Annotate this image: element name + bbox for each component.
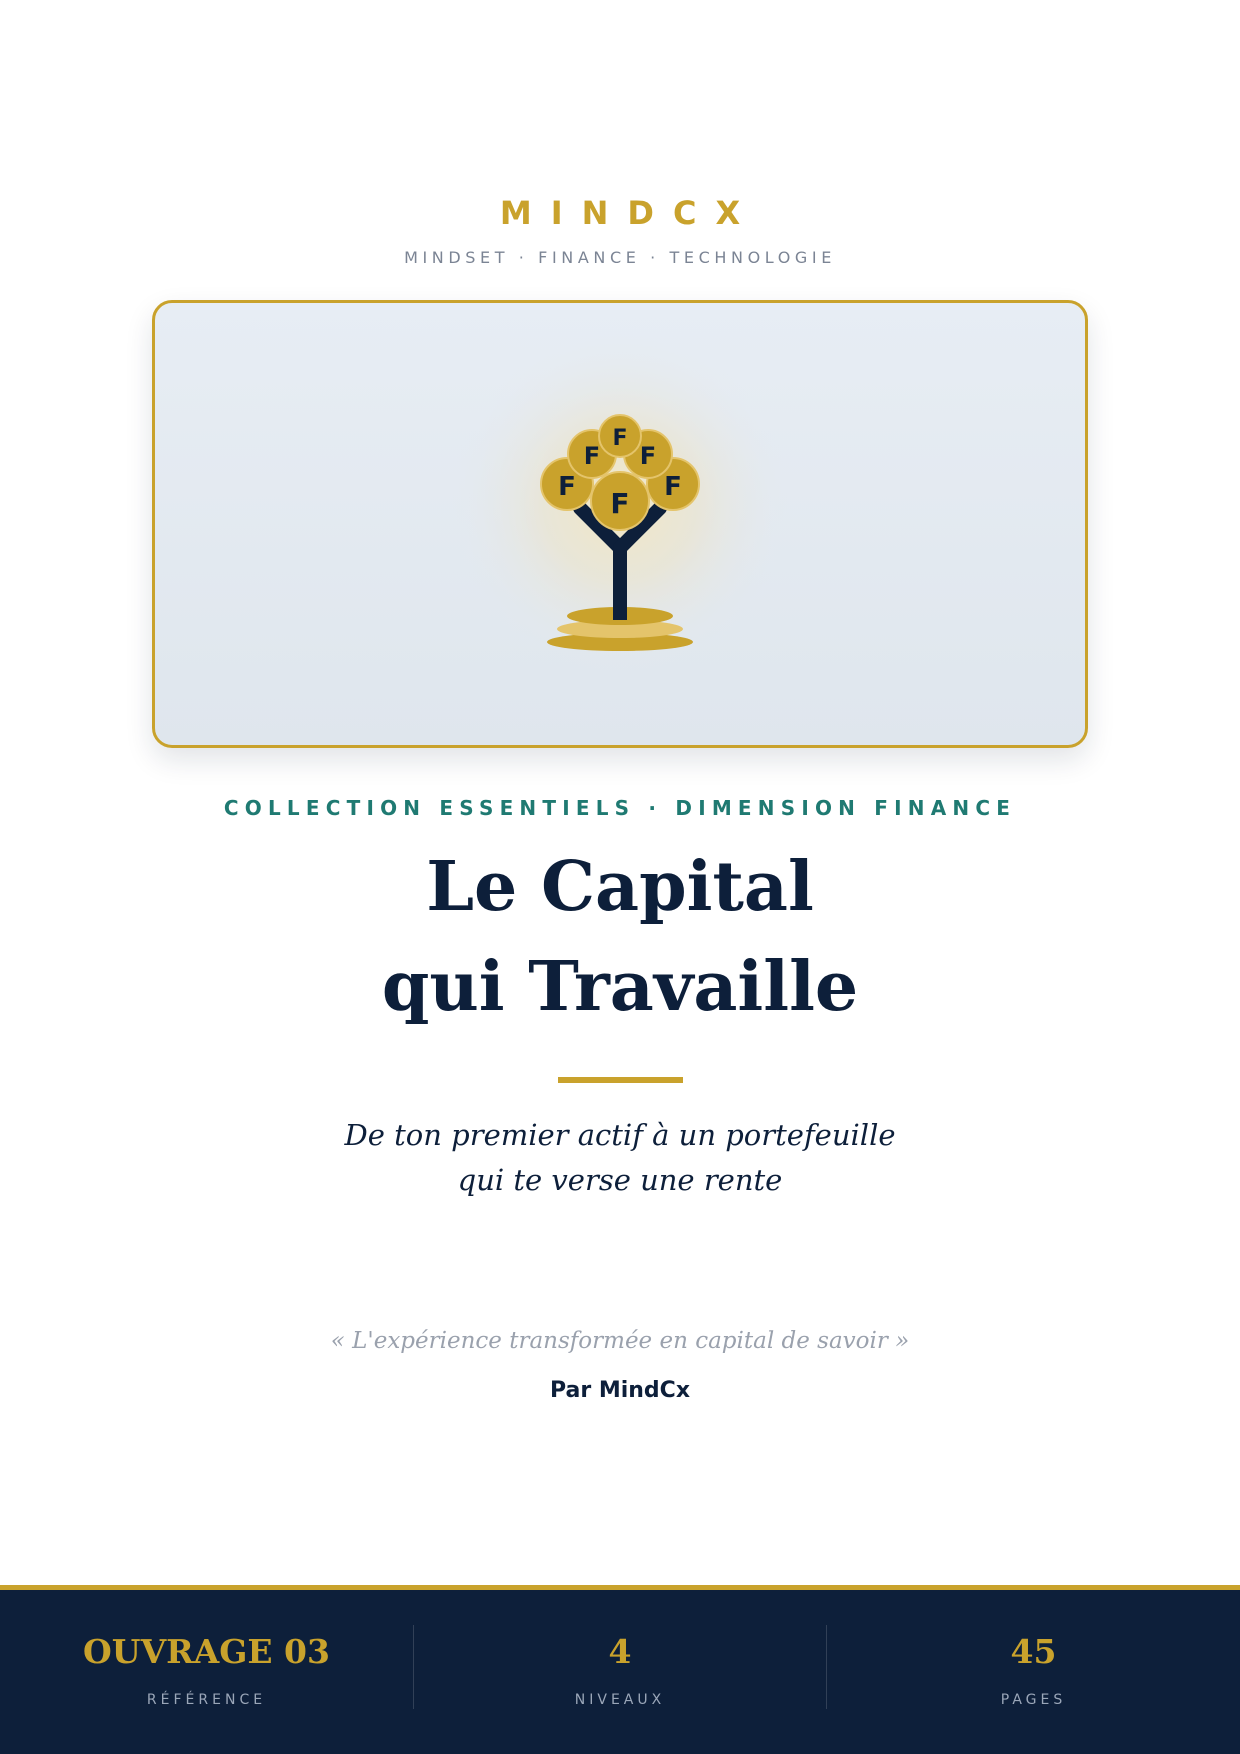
svg-text:F: F (558, 472, 576, 502)
svg-text:F: F (612, 426, 628, 451)
brand-tagline: MINDSET · FINANCE · TECHNOLOGIE (404, 248, 836, 267)
coin-center (591, 472, 649, 530)
stat-levels (414, 1590, 826, 1754)
svg-text:F: F (639, 442, 657, 470)
stat-label: NIVEAUX (574, 1692, 666, 1708)
footer-stats-bar (0, 1590, 1240, 1754)
stat-label: RÉFÉRENCE (146, 1692, 267, 1708)
stat-value: OUVRAGE 03 (83, 1632, 330, 1671)
hero-illustration-frame (152, 300, 1088, 748)
collection-label: COLLECTION ESSENTIELS · DIMENSION FINANCE (223, 796, 1017, 820)
stat-label: PAGES (1000, 1692, 1067, 1708)
coin-top (599, 415, 641, 457)
title-divider (558, 1077, 683, 1083)
stat-value: 4 (608, 1632, 632, 1671)
stat-pages (827, 1590, 1240, 1754)
author: Par MindCx (549, 1378, 691, 1403)
book-title-line-1: Le Capital (426, 847, 814, 927)
subtitle-line-1: De ton premier actif à un portefeuille (344, 1118, 896, 1152)
svg-text:F: F (610, 487, 630, 520)
book-title-line-2: qui Travaille (381, 947, 859, 1027)
subtitle-line-2: qui te verse une rente (457, 1163, 783, 1197)
stat-value: 45 (1010, 1632, 1057, 1671)
svg-text:F: F (664, 472, 682, 502)
svg-text:F: F (583, 442, 601, 470)
quote: « L'expérience transformée en capital de savoir » (330, 1328, 910, 1354)
money-tree-icon (155, 303, 1085, 745)
brand-logo: MINDCX (499, 194, 760, 232)
stat-reference (0, 1590, 413, 1754)
